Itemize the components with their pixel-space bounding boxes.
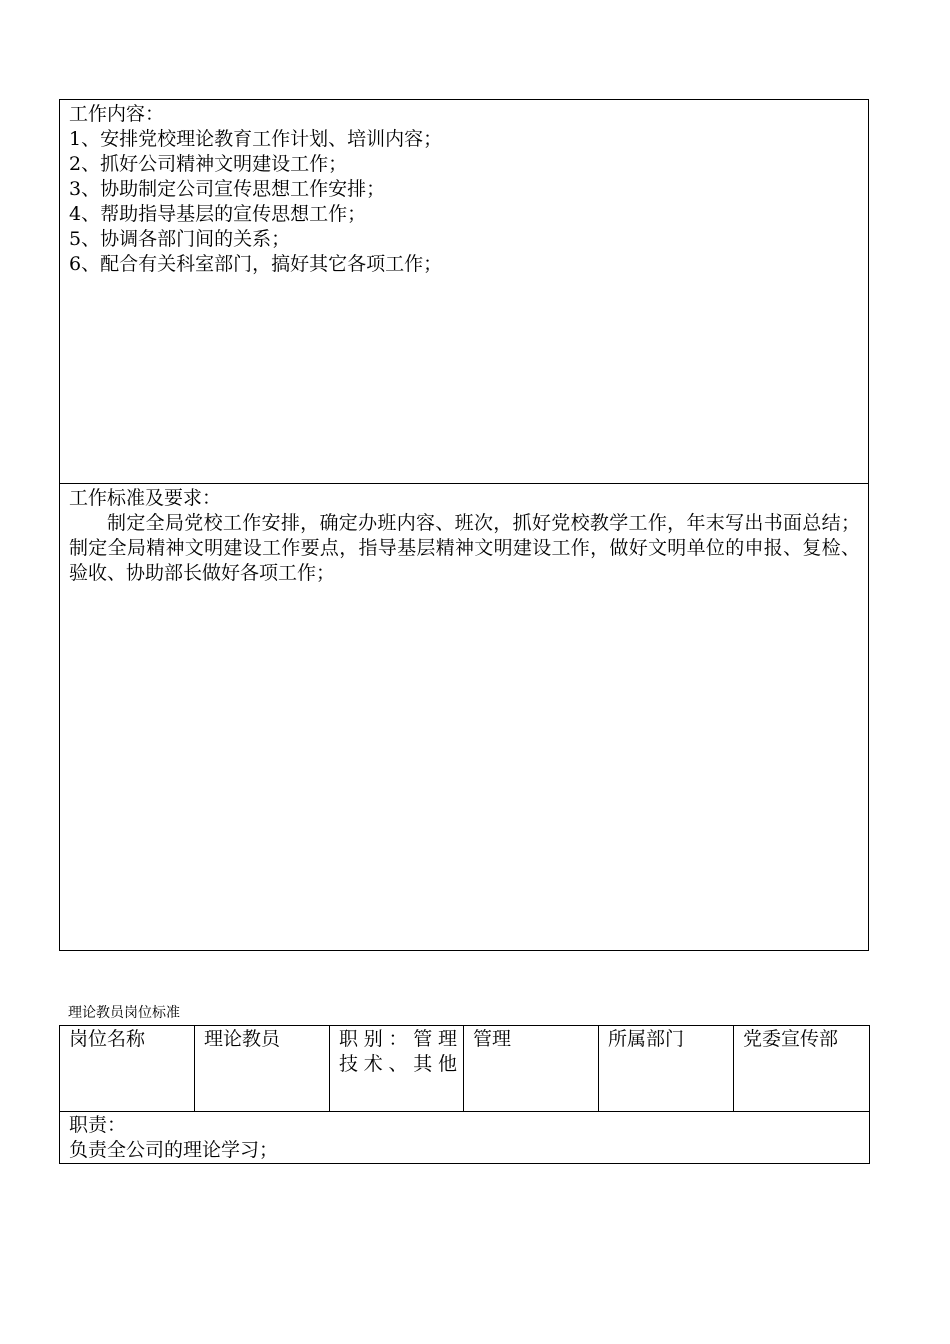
duty-cell: [60, 1112, 870, 1164]
work-standard-heading: 工作标准及要求：: [69, 487, 222, 509]
table-row: [60, 1026, 870, 1112]
work-content-item: 1、安排党校理论教育工作计划、培训内容；: [69, 128, 443, 150]
work-content-item: 6、配合有关科室部门，搞好其它各项工作；: [69, 253, 443, 275]
department-label: 所属部门: [599, 1026, 734, 1112]
work-content-item: 2、抓好公司精神文明建设工作；: [69, 153, 348, 175]
category-value: 管理: [464, 1026, 599, 1112]
post-name-label: 岗位名称: [60, 1026, 195, 1112]
department-value: 党委宣传部: [734, 1026, 870, 1112]
post-standard-caption: 理论教员岗位标准: [68, 1005, 180, 1021]
work-content-heading: 工作内容：: [69, 103, 165, 125]
work-content-item: 4、帮助指导基层的宣传思想工作；: [69, 203, 367, 225]
category-label: 职别：管理 技术、其他: [330, 1026, 464, 1112]
work-content-item: 5、协调各部门间的关系；: [69, 228, 291, 250]
work-standard-section: [60, 484, 868, 950]
table-row: [60, 1112, 870, 1164]
duty-text: 负责全公司的理论学习；: [69, 1139, 279, 1161]
duty-label: 职责：: [69, 1114, 127, 1136]
post-standard-table: [59, 1025, 870, 1164]
work-standard-body: 制定全局党校工作安排，确定办班内容、班次，抓好党校教学工作，年末写出书面总结；制定全局精神文明建设工作要点，指导基层精神文明建设工作，做好文明单位的申报、复检、验收、协助部长做好各项工作；: [69, 512, 860, 584]
work-content-section: [60, 100, 868, 484]
job-description-box: [59, 99, 869, 951]
post-name-value: 理论教员: [195, 1026, 330, 1112]
work-content-item: 3、协助制定公司宣传思想工作安排；: [69, 178, 386, 200]
